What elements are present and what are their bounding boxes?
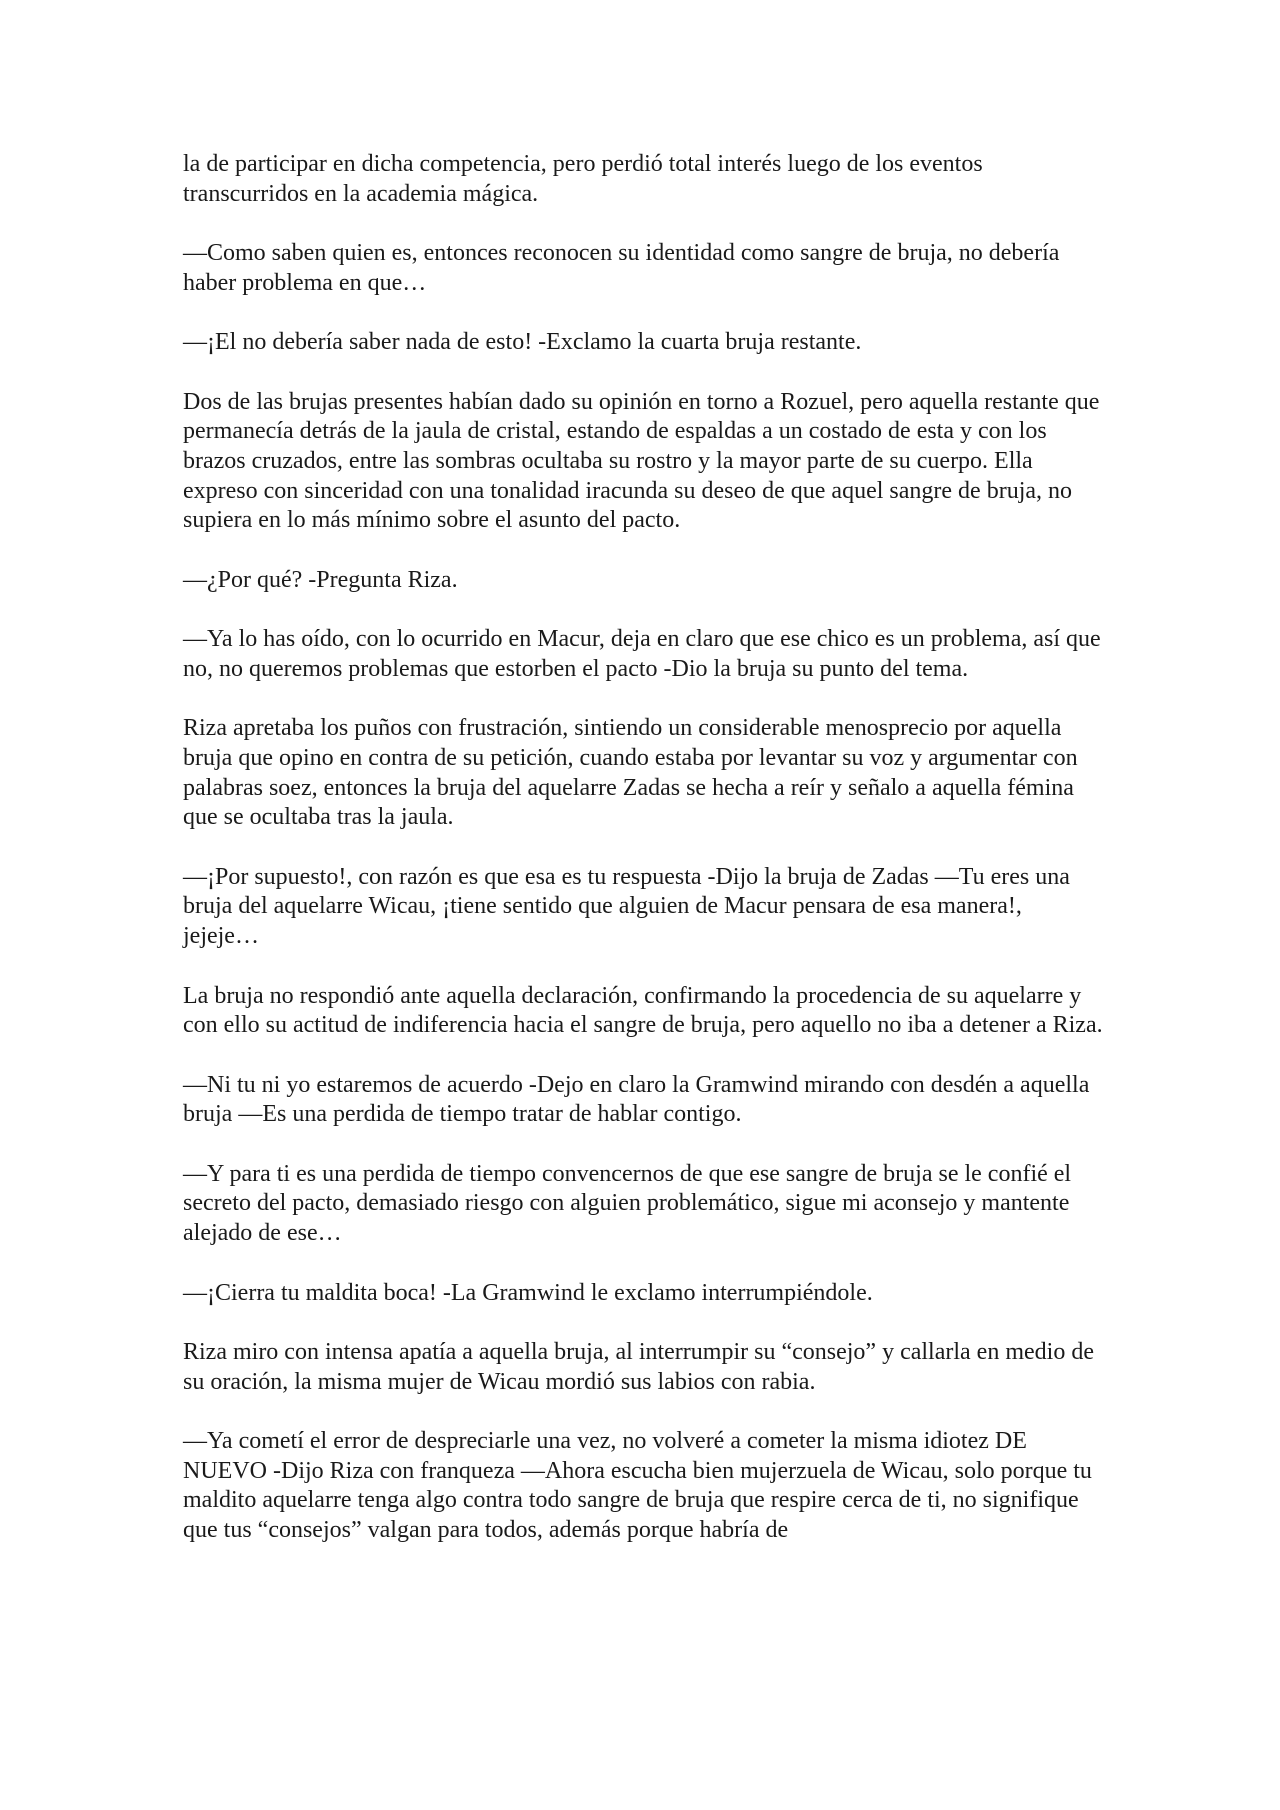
paragraph: —Ya cometí el error de despreciarle una vez, no volveré a cometer la misma idiotez DE NUEVO -Dijo Riza con franqueza —Ahora escucha bien mujerzuela de Wicau, solo porque tu maldito aquelarre tenga algo contra todo sangre de bruja que respire cerca de ti, no signifique que tus “consejos” valgan para todos, además porque habría de: [183, 1428, 1092, 1544]
paragraph: Riza miro con intensa apatía a aquella bruja, al interrumpir su “consejo” y callarla en medio de su oración, la misma mujer de Wicau mordió sus labios con rabia.: [183, 1338, 1094, 1395]
paragraph: —¡Cierra tu maldita boca! -La Gramwind le exclamo interrumpiéndole.: [183, 1279, 873, 1306]
paragraph: —Como saben quien es, entonces reconocen su identidad como sangre de bruja, no debería haber problema en que…: [183, 240, 1060, 296]
paragraph: —¿Por qué? -Pregunta Riza.: [183, 566, 458, 593]
document-page: [183, 150, 1103, 1576]
paragraph: —¡El no debería saber nada de esto! -Exclamo la cuarta bruja restante.: [183, 329, 862, 356]
paragraph: Dos de las brujas presentes habían dado su opinión en torno a Rozuel, pero aquella restante que permanecía detrás de la jaula de cristal, estando de espaldas a un costado de esta y con los brazos cruzados, entre las sombras ocultaba su rostro y la mayor parte de su cuerpo. Ella expreso con sinceridad con una tonalidad iracunda su deseo de que aquel sangre de bruja, no supiera en lo más mínimo sobre el asunto del pacto.: [183, 388, 1100, 534]
paragraph: Riza apretaba los puños con frustración, sintiendo un considerable menosprecio por aquella bruja que opino en contra de su petición, cuando estaba por levantar su voz y argumentar con palabras soez, entonces la bruja del aquelarre Zadas se hecha a reír y señalo a aquella fémina que se ocultaba tras la jaula.: [183, 715, 1078, 831]
paragraph: —Y para ti es una perdida de tiempo convencernos de que ese sangre de bruja se le confié el secreto del pacto, demasiado riesgo con alguien problemático, sigue mi aconsejo y mantente alejado de ese…: [183, 1160, 1072, 1247]
paragraph: —¡Por supuesto!, con razón es que esa es tu respuesta -Dijo la bruja de Zadas —Tu eres una bruja del aquelarre Wicau, ¡tiene sentido que alguien de Macur pensara de esa manera!, jejeje…: [183, 863, 1070, 950]
paragraph: La bruja no respondió ante aquella declaración, confirmando la procedencia de su aquelarre y con ello su actitud de indiferencia hacia el sangre de bruja, pero aquello no iba a detener a Riza.: [183, 982, 1103, 1039]
paragraph: —Ya lo has oído, con lo ocurrido en Macur, deja en claro que ese chico es un problema, así que no, no queremos problemas que estorben el pacto -Dio la bruja su punto del tema.: [183, 626, 1101, 682]
paragraph: —Ni tu ni yo estaremos de acuerdo -Dejo en claro la Gramwind mirando con desdén a aquella bruja —Es una perdida de tiempo tratar de hablar contigo.: [183, 1071, 1090, 1128]
paragraph: la de participar en dicha competencia, pero perdió total interés luego de los eventos transcurridos en la academia mágica.: [183, 151, 983, 207]
